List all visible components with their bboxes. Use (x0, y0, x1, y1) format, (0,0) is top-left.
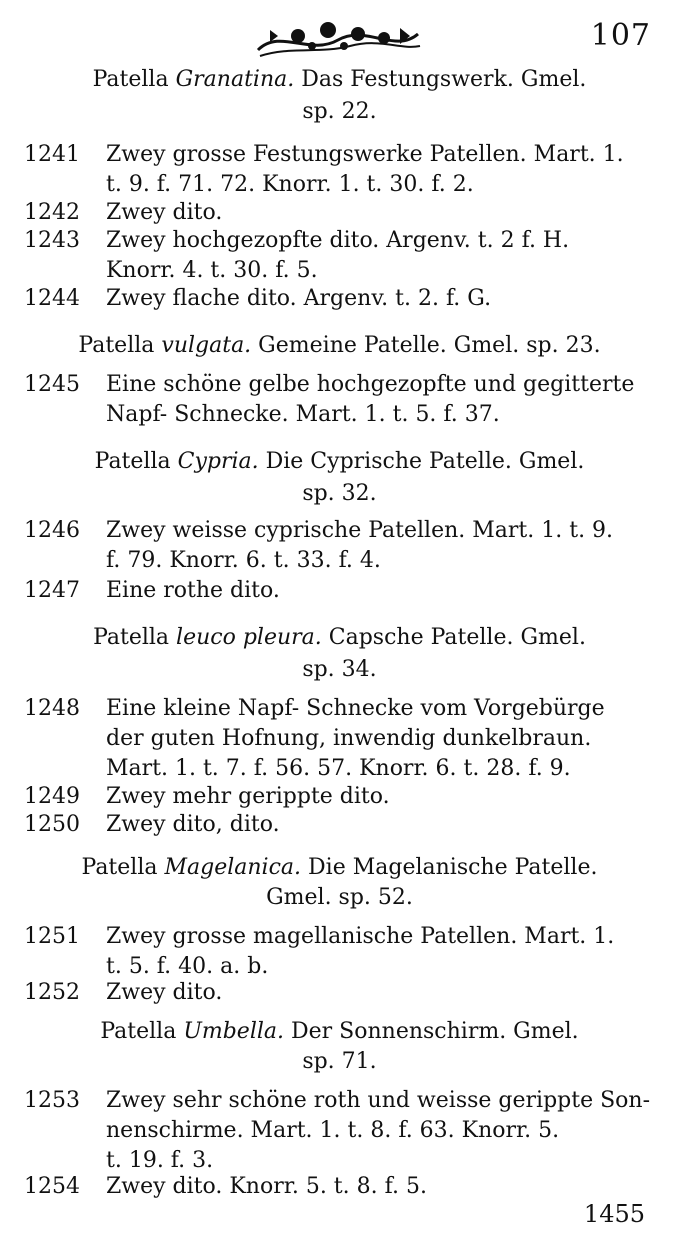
entry-number: 1246 (24, 518, 80, 543)
catchword: 1455 (583, 1200, 645, 1228)
page-number: 107 (590, 18, 651, 53)
entry-number: 1252 (24, 980, 80, 1005)
species-heading-magelanica: Patella Magelanica. Die Magelanische Patelle. (81, 855, 598, 880)
catalog-entry-1242: 1242 Zwey dito. (24, 198, 654, 228)
species-heading-leuco-pleura: Patella leuco pleura. Capsche Patelle. Gmel. (93, 625, 586, 650)
species-heading-granatina: Patella Granatina. Das Festungswerk. Gmel. (92, 67, 587, 92)
catalog-entry-1241: 1241 Zwey grosse Festungswerke Patellen. Mart. 1. t. 9. f. 71. 72. Knorr. 1. t. 30. f. 2. (24, 142, 624, 197)
catalog-entry-1251: 1251 Zwey grosse magellanische Patellen. Mart. 1. t. 5. f. 40. a. b. (24, 924, 615, 979)
species-heading-vulgata: Patella vulgata. Gemeine Patelle. Gmel. sp. 23. (78, 333, 601, 358)
catalog-entry-1248: 1248 Eine kleine Napf- Schnecke vom Vorgebürge der guten Hofnung, inwendig dunkelbraun. Mart. 1. t. 7. f. 56. 57. Knorr. 6. t. 28. f. 9. (24, 696, 605, 781)
catalog-entry-1249: 1249 Zwey mehr gerippte dito. (24, 782, 654, 812)
entry-number: 1250 (24, 812, 80, 837)
entry-number: 1249 (24, 784, 80, 809)
entry-number: 1253 (24, 1088, 80, 1113)
catalog-entry-1254: 1254 Zwey dito. Knorr. 5. t. 8. f. 5. (24, 1172, 654, 1202)
entry-number: 1251 (24, 924, 80, 949)
entry-number: 1244 (24, 286, 80, 311)
entry-number: 1245 (24, 372, 80, 397)
catalog-entry-1243: 1243 Zwey hochgezopfte dito. Argenv. t. 2 f. H. Knorr. 4. t. 30. f. 5. (24, 228, 570, 283)
catalog-entry-1246: 1246 Zwey weisse cyprische Patellen. Mart. 1. t. 9. f. 79. Knorr. 6. t. 33. f. 4. (24, 518, 614, 573)
entry-number: 1254 (24, 1174, 80, 1199)
catalog-entry-1245: 1245 Eine schöne gelbe hochgezopfte und gegitterte Napf- Schnecke. Mart. 1. t. 5. f. 37. (24, 372, 635, 427)
species-heading-umbella: Patella Umbella. Der Sonnenschirm. Gmel. (100, 1019, 579, 1044)
species-heading-line2: sp. 34. (302, 657, 377, 682)
species-heading-cypria: Patella Cypria. Die Cyprische Patelle. Gmel. (94, 449, 585, 474)
catalog-entry-1253: 1253 Zwey sehr schöne roth und weisse gerippte Son- nenschirme. Mart. 1. t. 8. f. 63. Knorr. 5. t. 19. f. 3. (24, 1088, 651, 1173)
species-heading-line2: sp. 71. (302, 1049, 377, 1074)
catalog-entry-1244: 1244 Zwey flache dito. Argenv. t. 2. f. G. (24, 284, 654, 314)
species-heading-line2: Gmel. sp. 52. (266, 885, 413, 910)
floral-vignette-icon (250, 16, 425, 60)
entry-number: 1248 (24, 696, 80, 721)
entry-number: 1241 (24, 142, 80, 167)
entry-number: 1242 (24, 200, 80, 225)
entry-number: 1243 (24, 228, 80, 253)
species-heading-line2: sp. 22. (302, 99, 377, 124)
catalog-entry-1252: 1252 Zwey dito. (24, 978, 654, 1008)
entry-number: 1247 (24, 578, 80, 603)
catalog-entry-1250: 1250 Zwey dito, dito. (24, 810, 654, 840)
species-heading-line2: sp. 32. (302, 481, 377, 506)
catalog-entry-1247: 1247 Eine rothe dito. (24, 576, 654, 606)
